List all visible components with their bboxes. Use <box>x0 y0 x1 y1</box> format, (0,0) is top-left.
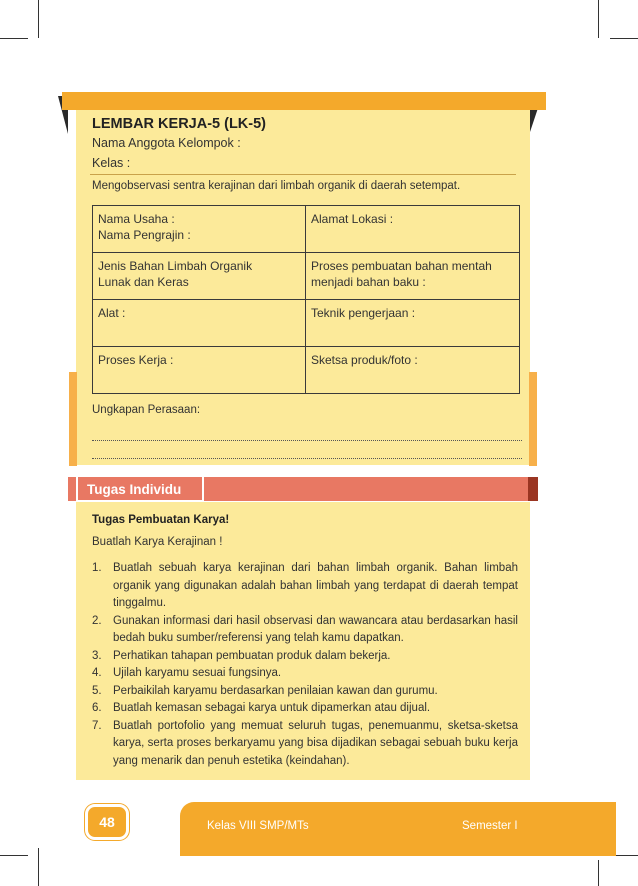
crop-mark <box>0 38 28 39</box>
list-item-text: Gunakan informasi dari hasil observasi dan wawancara atau berdasarkan hasil bedah buku sumber/referensi yang telah kamu dapatkan. <box>113 614 518 644</box>
list-item-text: Buatlah portofolio yang memuat seluruh tugas, penemuanmu, sketsa-sketsa karya, serta proses berkaryamu yang bisa dijadikan sebagai sebuah buku kerja yang menarik dan penuh estetika (keindahan). <box>113 719 518 767</box>
footer-semester-text: Semester I <box>462 820 518 832</box>
list-item-text: Buatlah kemasan sebagai karya untuk dipamerkan atau dijual. <box>113 702 431 714</box>
observation-table <box>92 205 520 394</box>
list-item-number: 6. <box>92 702 102 714</box>
list-item-number: 1. <box>92 562 102 574</box>
worksheet-top-bar <box>62 92 546 110</box>
list-item-text: Buatlah sebuah karya kerajinan dari bahan limbah organik. Bahan limbah organik yang digunakan adalah bahan limbah yang terdapat di daerah tempat tinggalmu. <box>113 562 518 609</box>
list-item-number: 5. <box>92 684 102 697</box>
list-item <box>92 700 518 718</box>
members-label: Nama Anggota Kelompok : <box>92 136 241 150</box>
list-item-text: Ujilah karyamu sesuai fungsinya. <box>113 667 282 679</box>
task-header-edge <box>528 477 538 501</box>
feeling-label: Ungkapan Perasaan: <box>92 404 201 416</box>
worksheet-instruction: Mengobservasi sentra kerajinan dari limbah organik di daerah setempat. <box>92 180 461 192</box>
worksheet-title: LEMBAR KERJA-5 (LK-5) <box>92 116 266 132</box>
list-item-text: Perbaikilah karyamu berdasarkan penilaian kawan dan gurumu. <box>113 684 438 697</box>
table-row <box>93 253 520 300</box>
list-item-number: 4. <box>92 667 102 679</box>
task-header-title: Tugas Individu <box>87 482 182 497</box>
list-item <box>92 613 518 648</box>
page-number: 48 <box>85 804 129 840</box>
crop-mark <box>38 0 39 38</box>
list-item <box>92 665 518 683</box>
task-intro: Buatlah Karya Kerajinan ! <box>92 536 223 548</box>
table-cell: Alamat Lokasi : <box>306 206 520 253</box>
crop-mark <box>598 860 599 886</box>
list-item-number: 2. <box>92 614 102 627</box>
table-cell: Teknik pengerjaan : <box>306 300 520 347</box>
table-cell: Alat : <box>93 300 306 347</box>
divider <box>90 174 516 175</box>
table-cell: Nama Usaha : Nama Pengrajin : <box>93 206 306 253</box>
list-item <box>92 560 518 613</box>
list-item-text: Perhatikan tahapan pembuatan produk dalam bekerja. <box>113 649 391 662</box>
worksheet-side-bar-left <box>69 372 77 466</box>
table-cell: Jenis Bahan Limbah Organik Lunak dan Keras <box>93 253 306 300</box>
table-row <box>93 206 520 253</box>
task-list <box>92 560 518 770</box>
list-item <box>92 683 518 701</box>
crop-mark <box>610 38 638 39</box>
list-item-number: 3. <box>92 649 102 662</box>
table-cell: Sketsa produk/foto : <box>306 347 520 394</box>
table-cell: Proses Kerja : <box>93 347 306 394</box>
table-row <box>93 347 520 394</box>
list-item <box>92 648 518 666</box>
dotted-answer-line <box>92 458 522 459</box>
list-item-number: 7. <box>92 719 102 732</box>
worksheet-side-bar-right <box>529 372 537 466</box>
table-row <box>93 300 520 347</box>
crop-mark <box>0 855 28 856</box>
crop-mark <box>38 848 39 886</box>
list-item <box>92 718 518 771</box>
footer-class-text: Kelas VIII SMP/MTs <box>207 820 309 832</box>
table-cell: Proses pembuatan bahan mentah menjadi bahan baku : <box>306 253 520 300</box>
dotted-answer-line <box>92 440 522 441</box>
task-subtitle: Tugas Pembuatan Karya! <box>92 514 230 526</box>
class-label: Kelas : <box>92 156 131 170</box>
crop-mark <box>598 0 599 38</box>
